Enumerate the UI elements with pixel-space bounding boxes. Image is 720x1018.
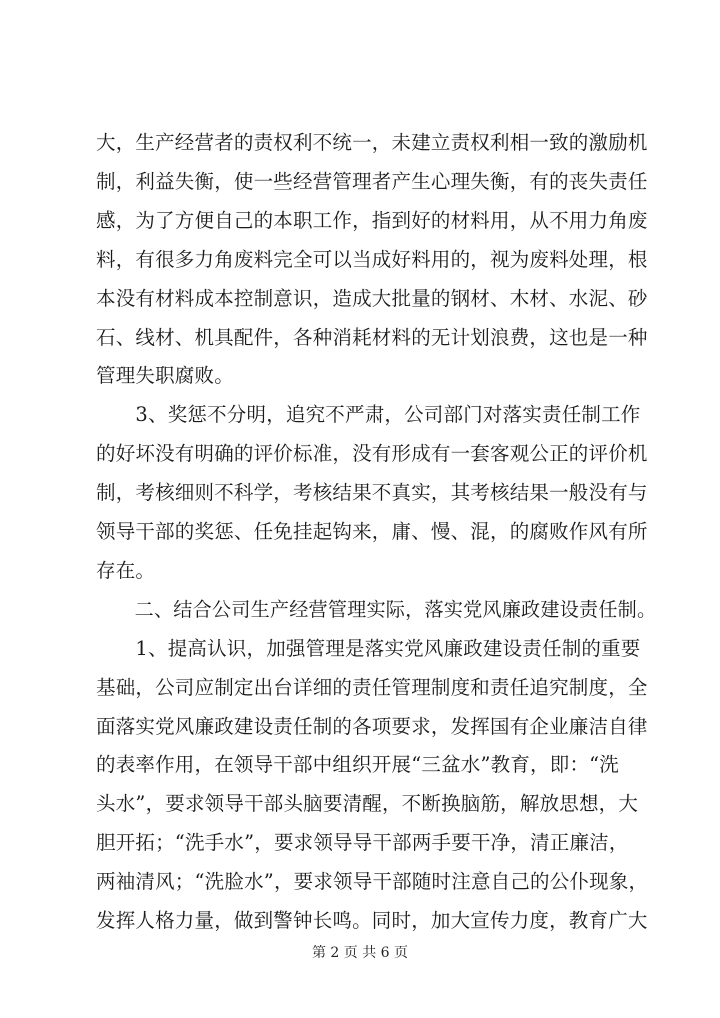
text-line: 感，为了方便自己的本职工作，指到好的材料用，从不用力角废: [96, 208, 648, 232]
text-line: 的好坏没有明确的评价标准，没有形成有一套客观公正的评价机: [96, 442, 648, 466]
text-line: 料，有很多力角废料完全可以当成好料用的，视为废料处理，根: [96, 247, 648, 271]
text-line: 制，利益失衡，使一些经营管理者产生心理失衡，有的丧失责任: [96, 169, 648, 193]
text-line: 制，考核细则不科学，考核结果不真实，其考核结果一般没有与: [96, 481, 648, 505]
text-line: 发挥人格力量，做到警钟长鸣。同时，加大宣传力度，教育广大: [96, 909, 648, 932]
text-line: 头水”，要求领导干部头脑要清醒，不断换脑筋，解放思想，大: [96, 792, 639, 816]
text-line: 本没有材料成本控制意识，造成大批量的钢材、木材、水泥、砂: [96, 286, 648, 310]
text-line: 存在。: [96, 558, 156, 582]
text-line: 管理失职腐败。: [96, 364, 234, 388]
text-line: 的表率作用，在领导干部中组织开展“三盆水”教育，即：“洗: [96, 753, 620, 777]
text-line: 1、提高认识，加强管理是落实党风廉政建设责任制的重要: [96, 636, 641, 660]
page-number-footer: 第 2 页 共 6 页: [311, 945, 409, 961]
text-line: 二、结合公司生产经营管理实际，落实党风廉政建设责任制。: [96, 597, 657, 621]
text-line: 领导干部的奖惩、任免挂起钩来，庸、慢、混，的腐败作风有所: [96, 520, 648, 543]
text-line: 大，生产经营者的责权利不统一，未建立责权利相一致的激励机: [96, 131, 648, 154]
text-line: 石、线材、机具配件，各种消耗材料的无计划浪费，这也是一种: [96, 325, 648, 349]
text-line: 两袖清风；“洗脸水”，要求领导干部随时注意自己的公仆现象，: [96, 870, 649, 894]
text-line: 面落实党风廉政建设责任制的各项要求，发挥国有企业廉洁自律: [96, 714, 648, 738]
text-line: 3、奖惩不分明，追究不严肃，公司部门对落实责任制工作: [96, 403, 641, 427]
text-line: 基础，公司应制定出台详细的责任管理制度和责任追究制度，全: [96, 675, 648, 699]
text-line: 胆开拓；“洗手水”，要求领导导干部两手要干净，清正廉洁，: [96, 831, 629, 855]
